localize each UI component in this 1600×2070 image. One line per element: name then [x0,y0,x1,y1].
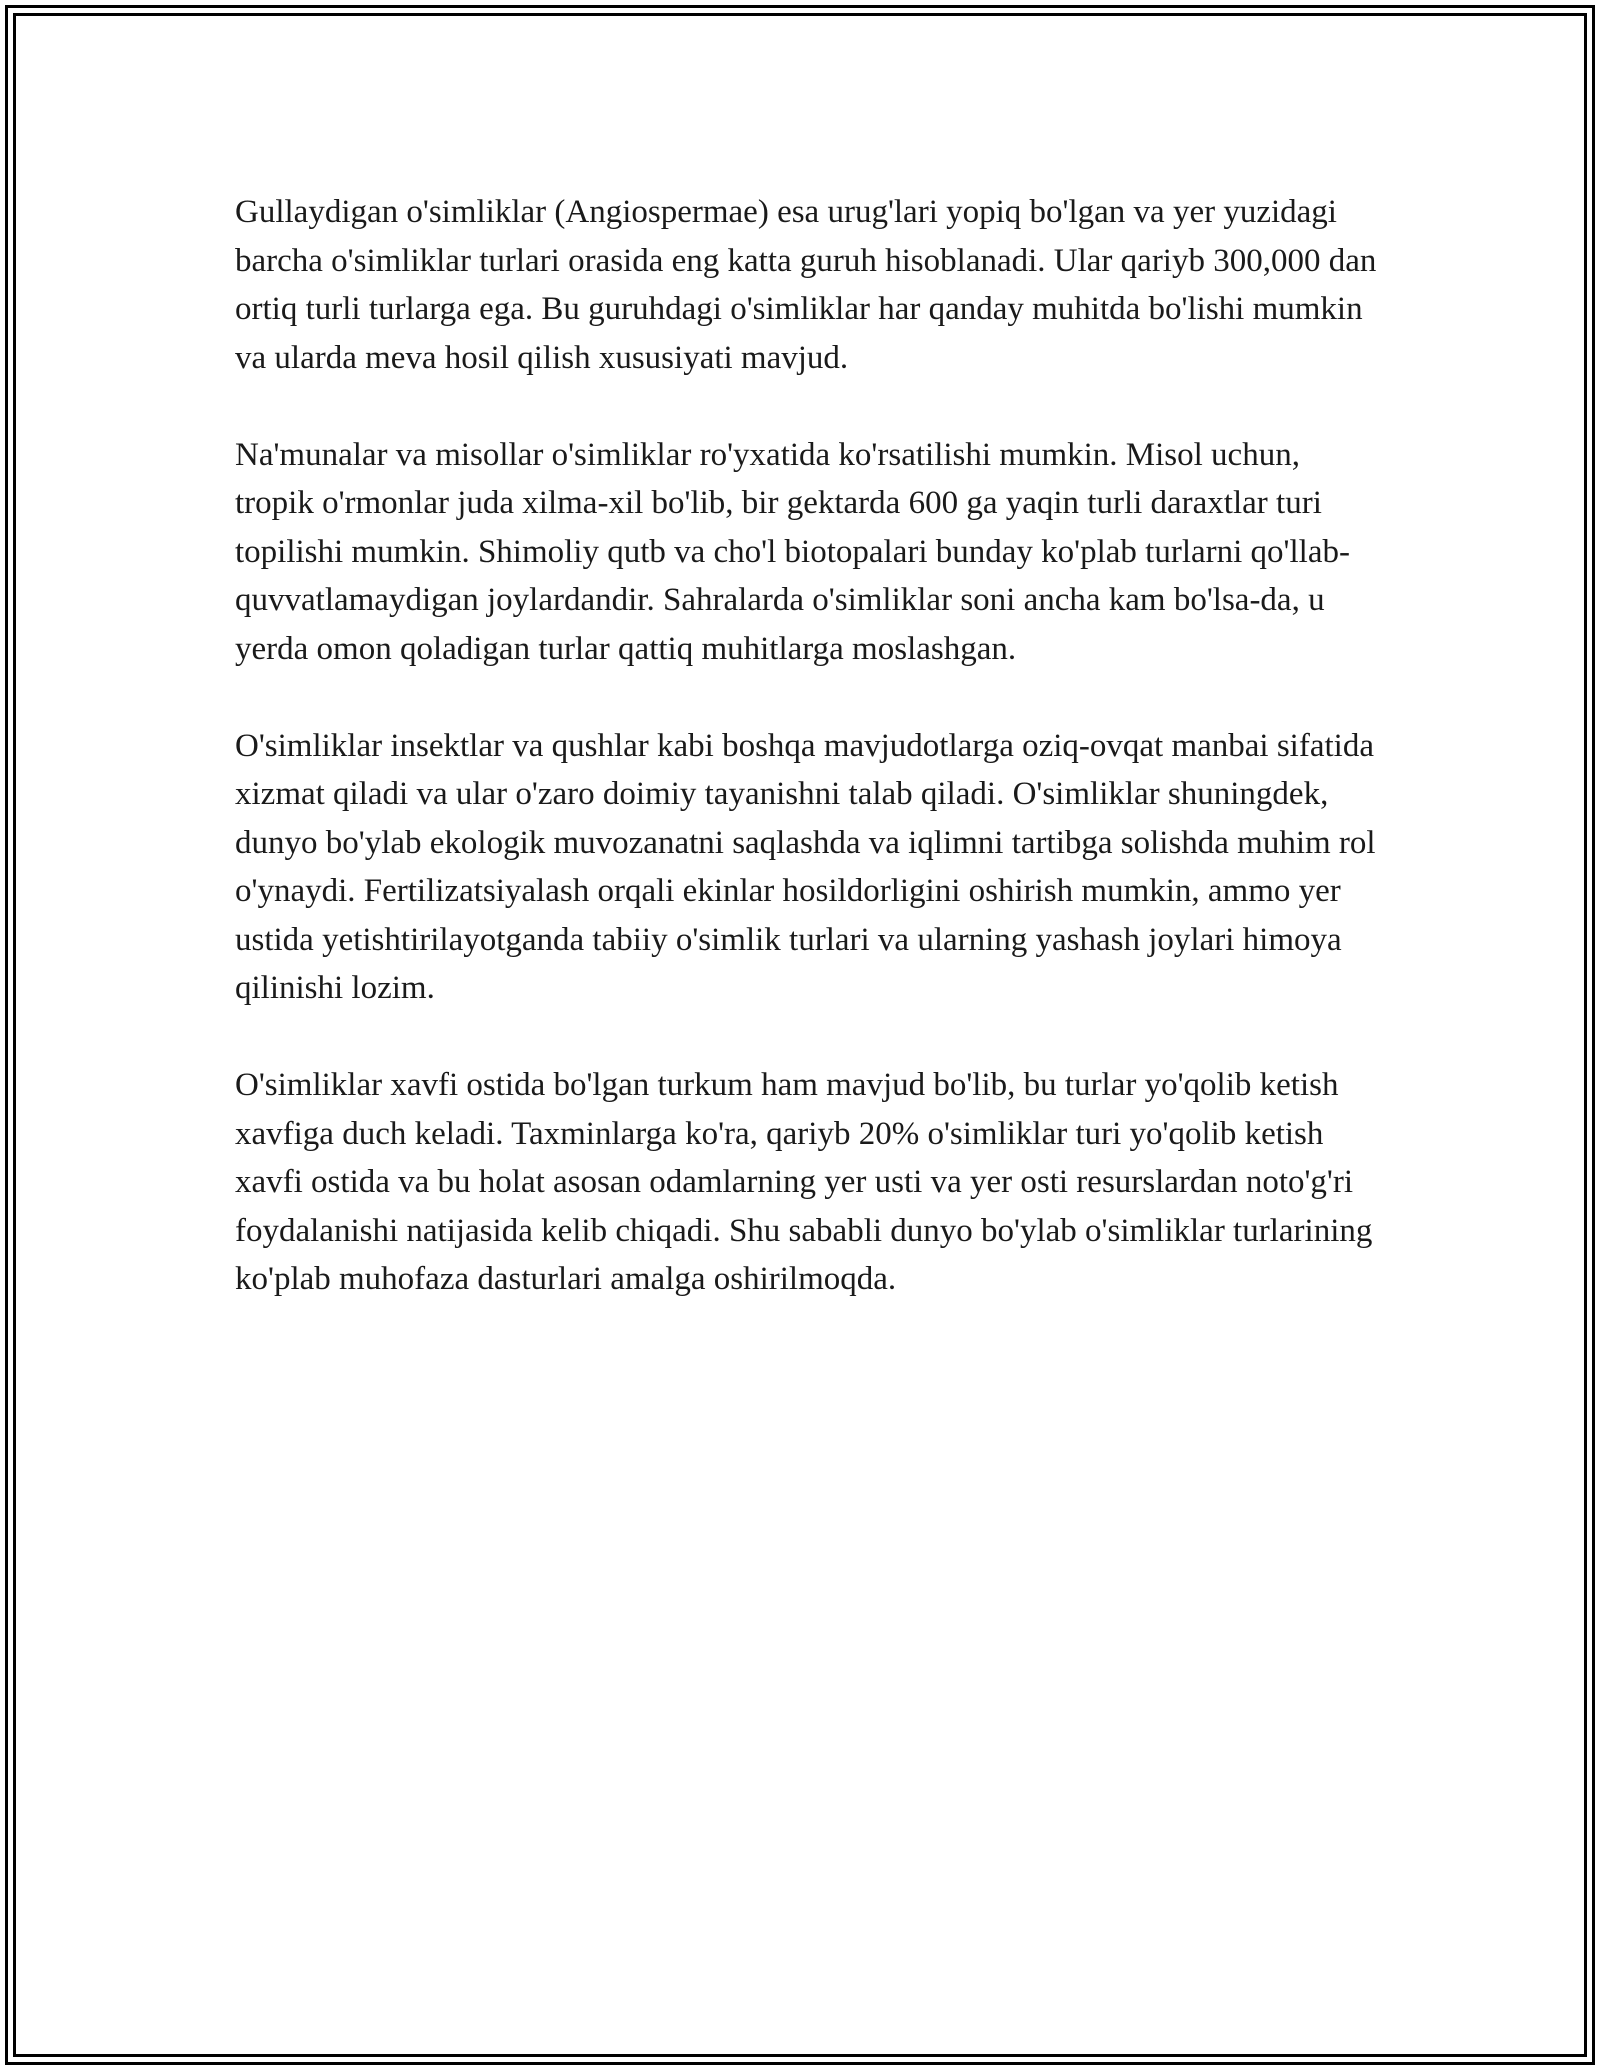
paragraph-2: Na'munalar va misollar o'simliklar ro'yxatida ko'rsatilishi mumkin. Misol uchun, tropik o'rmonlar juda xilma-xil bo'lib, bir gektarda 600 ga yaqin turli daraxtlar turi topilishi mumkin. Shimoliy qutb va cho'l biotopalari bunday ko'plab turlarni qo'llab-quvvatlamaydigan joylardandir. Sahralarda o'simliklar soni ancha kam bo'lsa-da, u yerda omon qoladigan turlar qattiq muhitlarga moslashgan. [235,436,1350,667]
paragraph-4: O'simliklar xavfi ostida bo'lgan turkum ham mavjud bo'lib, bu turlar yo'qolib ketish xavfiga duch keladi. Taxminlarga ko'ra, qariyb 20% o'simliklar turi yo'qolib ketish xavfi ostida va bu holat asosan odamlarning yer usti va yer osti resurslardan noto'g'ri foydalanishi natijasida kelib chiqadi. Shu sababli dunyo bo'ylab o'simliklar turlarining ko'plab muhofaza dasturlari amalga oshirilmoqda. [235,1067,1373,1297]
document-body [235,188,1380,1304]
paragraph-1: Gullaydigan o'simliklar (Angiospermae) esa urug'lari yopiq bo'lgan va yer yuzidagi barcha o'simliklar turlari orasida eng katta guruh hisoblanadi. Ular qariyb 300,000 dan ortiq turli turlarga ega. Bu guruhdagi o'simliklar har qanday muhitda bo'lishi mumkin va ularda meva hosil qilish xususiyati mavjud. [235,194,1377,376]
paragraph-3: O'simliklar insektlar va qushlar kabi boshqa mavjudotlarga oziq-ovqat manbai sifatida xizmat qiladi va ular o'zaro doimiy tayanishni talab qiladi. O'simliklar shuningdek, dunyo bo'ylab ekologik muvozanatni saqlashda va iqlimni tartibga solishda muhim rol o'ynaydi. Fertilizatsiyalash orqali ekinlar hosildorligini oshirish mumkin, ammo yer ustida yetishtirilayotganda tabiiy o'simlik turlari va ularning yashash joylari himoya qilinishi lozim. [235,727,1376,1006]
